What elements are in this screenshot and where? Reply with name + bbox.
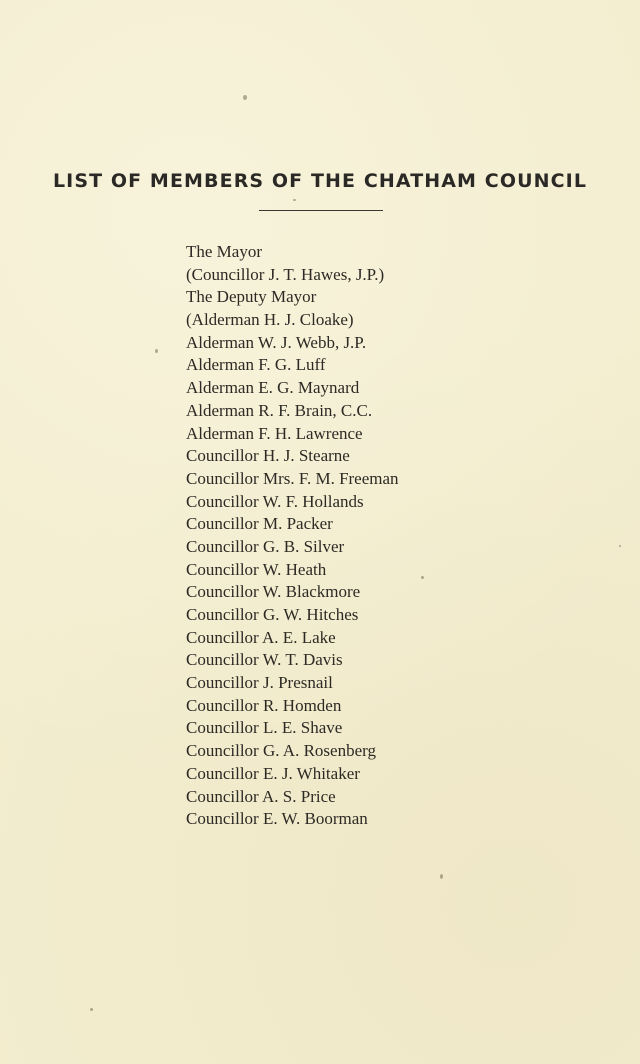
list-item: Councillor R. Homden [186,695,342,715]
list-item: Councillor W. F. Hollands [186,491,364,511]
paper-speck [619,545,621,547]
list-item: The Deputy Mayor [186,287,317,307]
list-item: Alderman E. G. Maynard [186,378,360,398]
list-item: Councillor M. Packer [186,514,333,534]
list-item: Councillor G. W. Hitches [186,605,359,624]
page-title: LIST OF MEMBERS OF THE CHATHAM COUNCIL [52,169,588,192]
list-item: Councillor G. A. Rosenberg [186,741,376,761]
paper-speck [155,349,158,353]
list-item: Councillor A. E. Lake [186,627,336,647]
list-item: Alderman F. H. Lawrence [186,423,363,443]
list-item: Councillor H. J. Stearne [186,446,350,466]
list-item: Alderman W. J. Webb, J.P. [186,332,367,352]
title-divider [259,210,383,211]
list-item: Councillor E. J. Whitaker [186,763,360,783]
member-list [186,241,399,831]
list-item: Alderman R. F. Brain, C.C. [186,400,373,420]
paper-speck [421,576,424,579]
list-item: Councillor W. T. Davis [186,650,343,670]
list-item: (Alderman H. J. Cloake) [186,310,354,330]
list-item: Councillor Mrs. F. M. Freeman [186,468,399,488]
list-item: Councillor L. E. Shave [186,718,343,738]
paper-speck [243,95,247,100]
paper-speck [90,1008,93,1011]
list-item: Councillor G. B. Silver [186,536,345,556]
list-item: Councillor A. S. Price [186,786,336,806]
list-item: Councillor J. Presnail [186,673,333,693]
list-item: Alderman F. G. Luff [186,355,326,375]
list-item: Councillor W. Heath [186,559,327,579]
list-item: Councillor W. Blackmore [186,582,361,602]
paper-speck [293,199,296,201]
paper-speck [440,874,443,879]
list-item: (Councillor J. T. Hawes, J.P.) [186,264,385,284]
list-item: Councillor E. W. Boorman [186,809,368,829]
list-item: The Mayor [186,242,263,261]
